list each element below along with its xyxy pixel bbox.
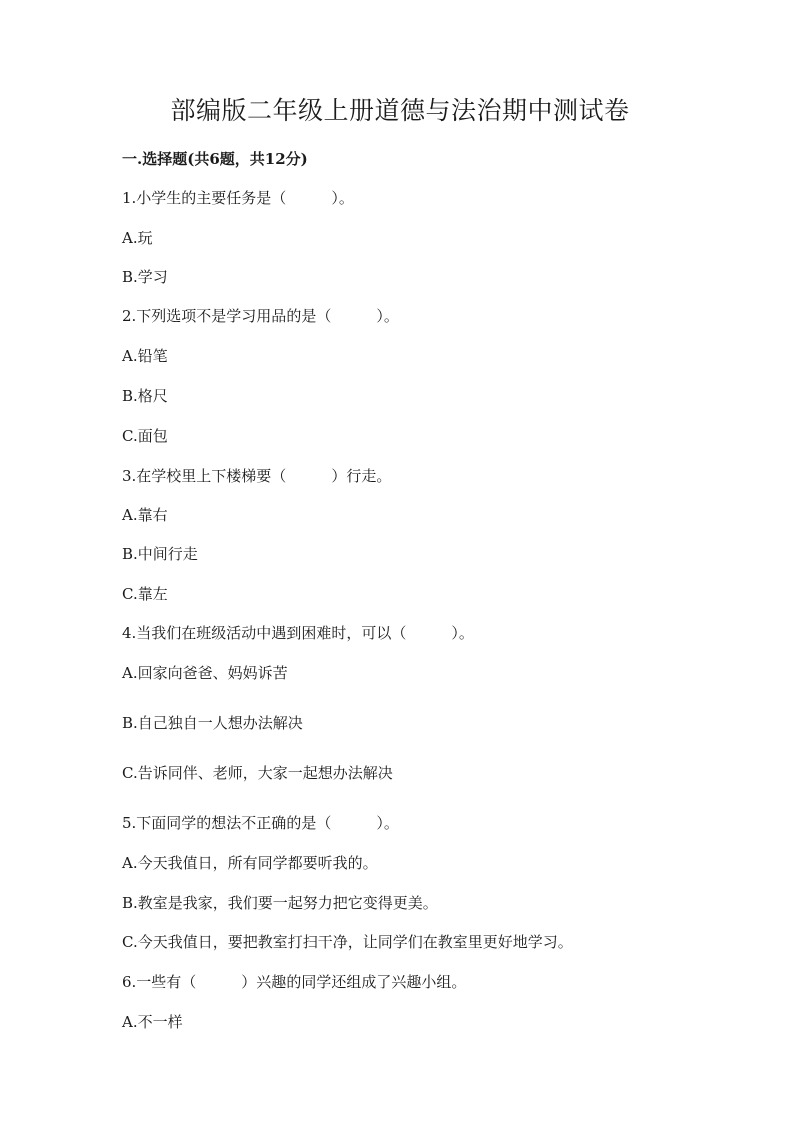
question-3-option-a: A.靠右	[122, 506, 168, 524]
page-title: 部编版二年级上册道德与法治期中测试卷	[170, 96, 630, 125]
question-2-option-a: A.铅笔	[122, 347, 168, 365]
question-2-option-c: C.面包	[122, 427, 168, 445]
question-2-option-b: B.格尺	[122, 387, 168, 405]
question-1-option-b: B.学习	[122, 268, 168, 286]
question-6-option-a: A.不一样	[122, 1013, 183, 1031]
section-heading: 一.选择题(共6题，共12分)	[122, 150, 308, 168]
question-6-stem: 6.一些有（ ）兴趣的同学还组成了兴趣小组。	[122, 973, 467, 991]
question-4-option-a: A.回家向爸爸、妈妈诉苦	[122, 664, 288, 682]
question-3-option-c: C.靠左	[122, 585, 168, 603]
question-3-option-b: B.中间行走	[122, 545, 198, 563]
question-5-option-b: B.教室是我家，我们要一起努力把它变得更美。	[122, 894, 438, 912]
question-2-stem: 2.下列选项不是学习用品的是（ ）。	[122, 307, 399, 325]
question-4-stem: 4.当我们在班级活动中遇到困难时，可以（ ）。	[122, 624, 474, 642]
question-1-option-a: A.玩	[122, 229, 153, 247]
question-5-option-a: A.今天我值日，所有同学都要听我的。	[122, 854, 378, 872]
question-3-stem: 3.在学校里上下楼梯要（ ）行走。	[122, 467, 392, 485]
question-4-option-c: C.告诉同伴、老师，大家一起想办法解决	[122, 764, 393, 782]
question-4-option-b: B.自己独自一人想办法解决	[122, 714, 303, 732]
question-1-stem: 1.小学生的主要任务是（ ）。	[122, 189, 354, 207]
question-5-stem: 5.下面同学的想法不正确的是（ ）。	[122, 814, 399, 832]
question-5-option-c: C.今天我值日，要把教室打扫干净，让同学们在教室里更好地学习。	[122, 933, 573, 951]
